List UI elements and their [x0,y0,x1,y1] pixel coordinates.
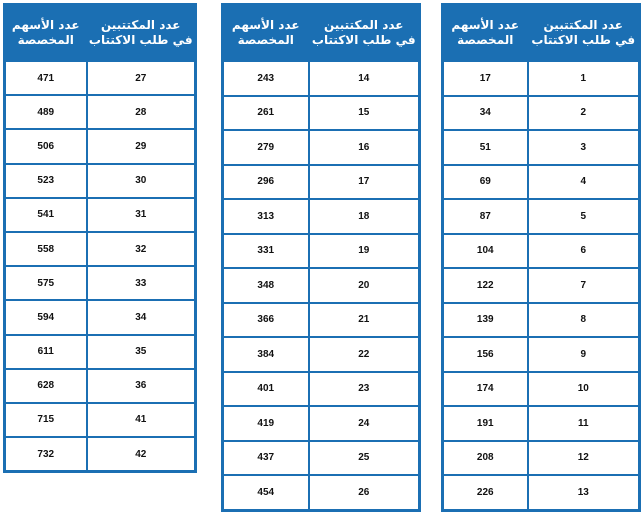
shares-cell: 558 [5,232,87,266]
table-row [223,303,420,338]
subscribers-cell: 10 [528,372,640,407]
shares-cell: 437 [223,441,309,476]
table-row [5,369,196,403]
shares-header [5,5,87,62]
table-row [5,266,196,300]
subscribers-header-line1: عدد المكتتبين [324,18,404,32]
table-row [5,164,196,198]
subscribers-cell: 3 [528,130,640,165]
table-row [223,96,420,131]
table-row [5,437,196,472]
subscribers-cell: 33 [87,266,196,300]
table-row [223,165,420,200]
shares-cell: 139 [443,303,528,338]
shares-cell: 104 [443,234,528,269]
subscribers-header-line2: في طلب الاكتتاب [88,33,193,47]
subscribers-cell: 24 [309,406,420,441]
shares-cell: 51 [443,130,528,165]
table-row [5,335,196,369]
shares-cell: 87 [443,199,528,234]
shares-cell: 69 [443,165,528,200]
subscribers-cell: 23 [309,372,420,407]
subscribers-header [87,5,196,62]
shares-cell: 226 [443,475,528,510]
subscribers-header-line1: عدد المكتتبين [101,18,181,32]
allocation-table-2 [221,3,421,512]
subscribers-cell: 29 [87,129,196,163]
subscribers-cell: 26 [309,475,420,510]
subscribers-cell: 15 [309,96,420,131]
table-row [5,129,196,163]
subscribers-cell: 13 [528,475,640,510]
shares-cell: 506 [5,129,87,163]
shares-cell: 191 [443,406,528,441]
subscribers-cell: 32 [87,232,196,266]
shares-cell: 348 [223,268,309,303]
shares-cell: 471 [5,61,87,95]
table-row [223,234,420,269]
shares-cell: 34 [443,96,528,131]
shares-cell: 401 [223,372,309,407]
shares-cell: 296 [223,165,309,200]
subscribers-header-line2: في طلب الاكتتاب [311,33,416,47]
shares-cell: 419 [223,406,309,441]
shares-cell: 17 [443,61,528,96]
subscribers-cell: 34 [87,300,196,334]
shares-header [443,5,528,62]
subscribers-cell: 19 [309,234,420,269]
subscribers-cell: 14 [309,61,420,96]
subscribers-cell: 5 [528,199,640,234]
table-row [5,61,196,95]
subscribers-cell: 28 [87,95,196,129]
shares-cell: 174 [443,372,528,407]
subscribers-cell: 9 [528,337,640,372]
subscribers-cell: 7 [528,268,640,303]
subscribers-cell: 30 [87,164,196,198]
table-row [223,337,420,372]
subscribers-cell: 16 [309,130,420,165]
table-row [443,337,640,372]
allocation-table-3 [3,3,197,473]
shares-cell: 541 [5,198,87,232]
table-row [443,61,640,96]
table-row [223,406,420,441]
shares-header-line1: عدد الأسهم [451,18,520,32]
table-row [223,199,420,234]
subscribers-cell: 21 [309,303,420,338]
table-row [443,268,640,303]
subscribers-header-line2: في طلب الاكتتاب [531,33,636,47]
table-row [443,475,640,510]
shares-header-line1: عدد الأسهم [11,18,80,32]
shares-cell: 279 [223,130,309,165]
table-body [443,61,640,510]
table-row [223,268,420,303]
subscribers-header [309,5,420,62]
shares-cell: 243 [223,61,309,96]
shares-cell: 122 [443,268,528,303]
table-row [5,403,196,437]
table-row [5,232,196,266]
table-body [5,61,196,472]
subscribers-cell: 42 [87,437,196,472]
subscribers-cell: 25 [309,441,420,476]
subscribers-cell: 35 [87,335,196,369]
shares-cell: 454 [223,475,309,510]
allocation-table-1 [441,3,641,512]
subscribers-cell: 4 [528,165,640,200]
shares-cell: 313 [223,199,309,234]
subscribers-cell: 36 [87,369,196,403]
table-row [223,61,420,96]
subscribers-cell: 8 [528,303,640,338]
shares-cell: 594 [5,300,87,334]
shares-header [223,5,309,62]
subscribers-cell: 41 [87,403,196,437]
shares-cell: 331 [223,234,309,269]
subscribers-cell: 12 [528,441,640,476]
shares-cell: 715 [5,403,87,437]
subscribers-cell: 17 [309,165,420,200]
table-row [443,303,640,338]
table-row [443,441,640,476]
shares-header-line2: المخصصة [237,33,294,47]
subscribers-cell: 11 [528,406,640,441]
subscribers-cell: 2 [528,96,640,131]
subscribers-header-line1: عدد المكتتبين [543,18,623,32]
shares-cell: 366 [223,303,309,338]
table-body [223,61,420,510]
shares-cell: 575 [5,266,87,300]
shares-header-line1: عدد الأسهم [231,18,300,32]
table-row [443,96,640,131]
table-row [443,165,640,200]
shares-cell: 156 [443,337,528,372]
table-row [443,372,640,407]
shares-cell: 732 [5,437,87,472]
table-row [223,441,420,476]
table-row [443,130,640,165]
shares-header-line2: المخصصة [457,33,514,47]
table-row [443,406,640,441]
shares-cell: 611 [5,335,87,369]
table-row [443,199,640,234]
shares-cell: 261 [223,96,309,131]
table-row [5,198,196,232]
subscribers-header [528,5,640,62]
subscribers-cell: 6 [528,234,640,269]
shares-cell: 523 [5,164,87,198]
subscribers-cell: 22 [309,337,420,372]
subscribers-cell: 20 [309,268,420,303]
subscribers-cell: 1 [528,61,640,96]
table-header-row [223,5,420,62]
shares-header-line2: المخصصة [17,33,74,47]
table-row [443,234,640,269]
table-header-row [5,5,196,62]
table-row [5,95,196,129]
table-row [223,130,420,165]
subscribers-cell: 31 [87,198,196,232]
subscribers-cell: 27 [87,61,196,95]
shares-cell: 628 [5,369,87,403]
table-row [223,475,420,510]
shares-cell: 208 [443,441,528,476]
table-row [223,372,420,407]
shares-cell: 384 [223,337,309,372]
table-row [5,300,196,334]
shares-cell: 489 [5,95,87,129]
table-header-row [443,5,640,62]
subscribers-cell: 18 [309,199,420,234]
